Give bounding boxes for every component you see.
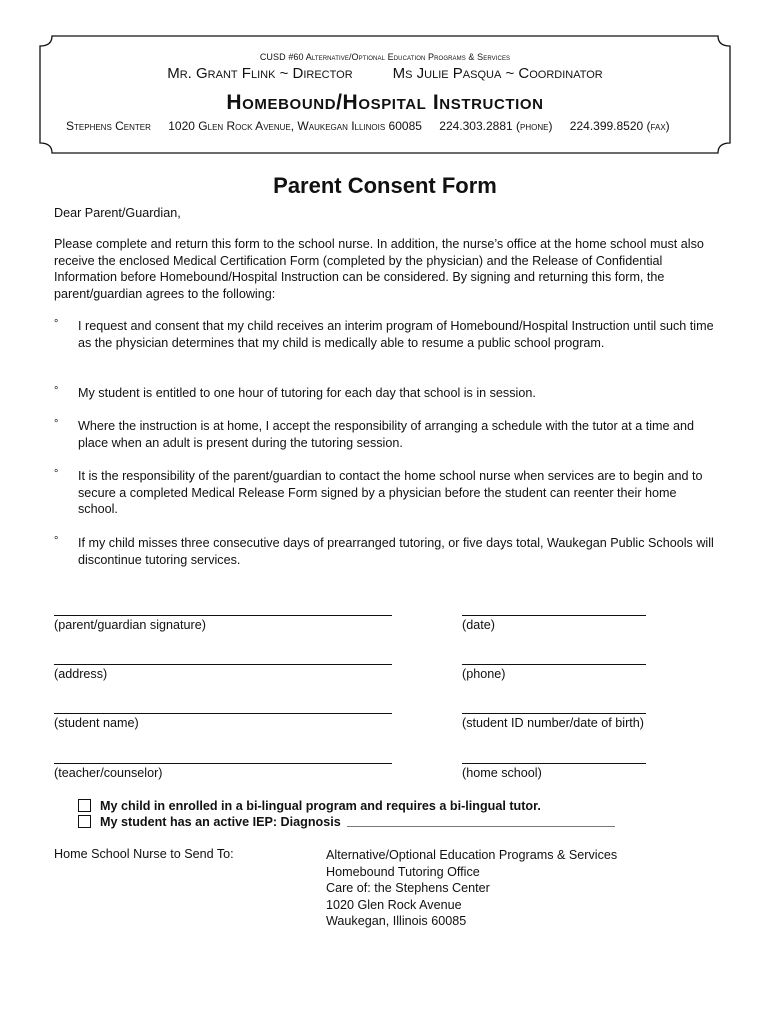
bullet-icon: °	[54, 385, 59, 397]
teacher-counselor-line[interactable]	[54, 763, 392, 764]
program-title: Homebound/Hospital Instruction	[226, 91, 544, 114]
date-line[interactable]	[462, 615, 646, 616]
teacher-counselor-label: (teacher/counselor)	[54, 766, 163, 780]
address-line-5: Waukegan, Illinois 60085	[326, 914, 467, 929]
address-line-2: Homebound Tutoring Office	[326, 864, 480, 879]
bullet-icon: °	[54, 535, 59, 547]
center-name: Stephens Center	[66, 119, 151, 133]
iep-option	[78, 815, 615, 829]
phone-line[interactable]	[462, 664, 646, 665]
letterhead	[40, 36, 730, 154]
coordinator-name: Ms Julie Pasqua ~ Coordinator	[392, 65, 603, 82]
staff-line	[40, 65, 730, 82]
send-to-label: Home School Nurse to Send To:	[54, 847, 234, 861]
student-id-line[interactable]	[462, 713, 646, 714]
bullet-item: ° It is the responsibility of the parent/guardian to contact the home school nurse when services are to begin and to secure a completed Medical Release Form signed by a physician before the student can reenter their home school.	[54, 468, 703, 517]
student-id-label: (student ID number/date of birth)	[462, 716, 645, 730]
bilingual-label: My child in enrolled in a bi-lingual program and requires a bi-lingual tutor.	[100, 799, 541, 813]
bullet-icon: °	[54, 318, 59, 330]
intro-paragraph: Please complete and return this form to the school nurse. In addition, the nurse’s office at the home school must also receive the enclosed Medical Certification Form (completed by the physician) and the Release of Confidential Information before Homebound/Hospital Instruction can be considered. By signing and returning this form, the parent/guardian agrees to the following:	[54, 237, 704, 301]
director-name: Mr. Grant Flink ~ Director	[167, 65, 353, 82]
home-school-label: (home school)	[462, 766, 542, 780]
parent-signature-line[interactable]	[54, 615, 392, 616]
address-line[interactable]	[54, 664, 392, 665]
iep-label: My student has an active IEP: Diagnosis	[100, 815, 341, 829]
phone-label: (phone)	[462, 667, 506, 681]
parent-signature-label: (parent/guardian signature)	[54, 618, 206, 632]
bullet-item: ° My student is entitled to one hour of tutoring for each day that school is in session.	[54, 385, 536, 400]
bullet-item: ° I request and consent that my child receives an interim program of Homebound/Hospital Instruction until such time as the physician determines that my child is medically able to resume a public school program.	[54, 318, 714, 350]
mailing-address	[326, 847, 617, 930]
bullet-icon: °	[54, 418, 59, 430]
bilingual-option	[78, 799, 541, 813]
date-label: (date)	[462, 618, 495, 632]
address-line-3: Care of: the Stephens Center	[326, 881, 490, 896]
diagnosis-line[interactable]	[347, 816, 615, 827]
bullet-icon: °	[54, 468, 59, 480]
contact-line	[66, 119, 684, 133]
center-phone: 224.303.2881 (phone)	[439, 119, 553, 133]
address-label: (address)	[54, 667, 108, 681]
student-name-label: (student name)	[54, 716, 139, 730]
iep-checkbox[interactable]	[78, 815, 91, 828]
greeting: Dear Parent/Guardian,	[54, 206, 181, 220]
bullet-item: ° If my child misses three consecutive days of prearranged tutoring, or five days total, Waukegan Public Schools will discontinue tutoring services.	[54, 535, 714, 567]
district-line: CUSD #60 Alternative/Optional Education Programs & Services	[259, 52, 511, 62]
bilingual-checkbox[interactable]	[78, 799, 91, 812]
address-line-4: 1020 Glen Rock Avenue	[326, 897, 462, 912]
address-line-1: Alternative/Optional Education Programs & Services	[326, 848, 618, 862]
bullet-item: ° Where the instruction is at home, I accept the responsibility of arranging a schedule with the tutor at a time and place when an adult is present during the tutoring session.	[54, 418, 695, 450]
center-address: 1020 Glen Rock Avenue, Waukegan Illinois 60085	[168, 119, 422, 133]
form-title: Parent Consent Form	[273, 173, 497, 198]
home-school-line[interactable]	[462, 763, 646, 764]
center-fax: 224.399.8520 (fax)	[569, 119, 670, 133]
student-name-line[interactable]	[54, 713, 392, 714]
